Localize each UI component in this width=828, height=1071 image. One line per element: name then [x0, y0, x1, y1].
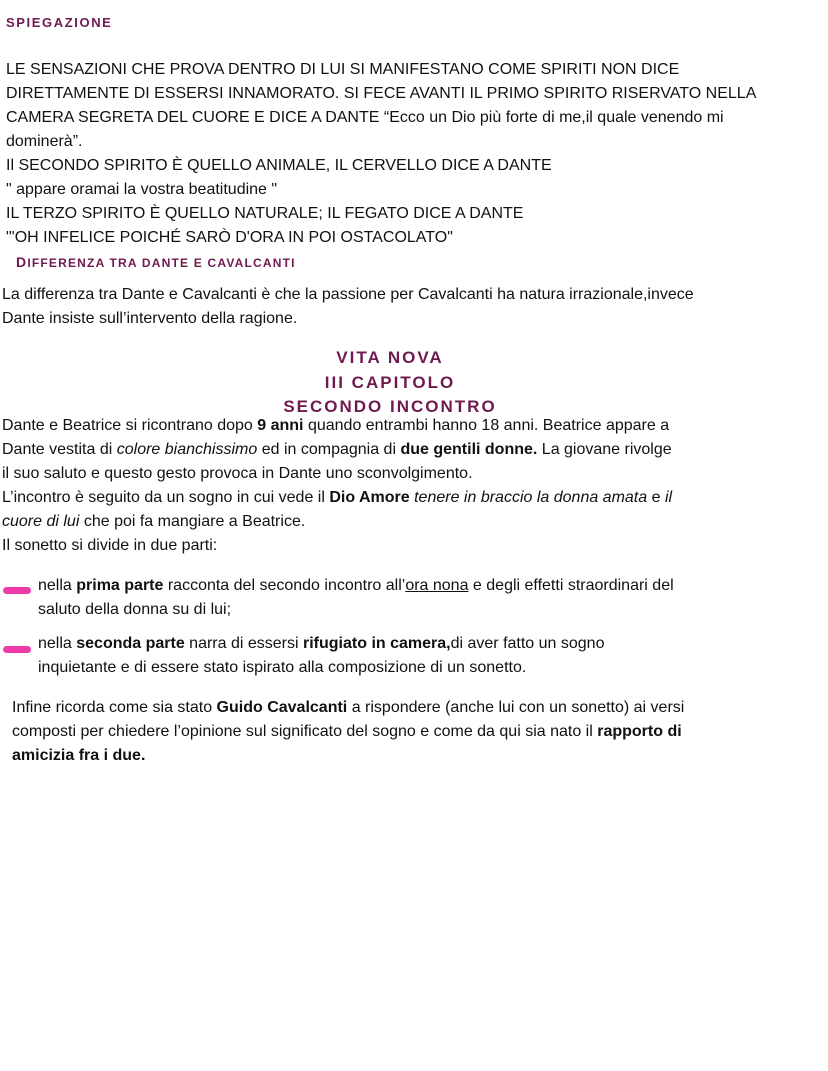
italic-text: il [664, 489, 673, 506]
bold-text: amicizia fra i due. [12, 747, 146, 764]
bullet-item [38, 632, 604, 680]
text: a rispondere (anche lui con un sonetto) ai versi [347, 699, 685, 716]
italic-text: tenere in braccio la donna amata [414, 489, 648, 506]
bullet-line [38, 574, 674, 598]
spiegazione-text [6, 58, 756, 250]
paragraph-line: Il sonetto si divide in due parti: [2, 537, 218, 554]
bold-text: Guido Cavalcanti [216, 699, 348, 716]
bold-text: 9 anni [257, 417, 304, 434]
bullet-item [38, 574, 674, 622]
spiegazione-line: IL TERZO SPIRITO È QUELLO NATURALE; IL FEGATO DICE A DANTE [6, 205, 524, 222]
paragraph-line [2, 414, 672, 438]
pink-bullet-icon [3, 646, 31, 653]
section-heading-differenza [16, 254, 296, 270]
italic-text: cuore di lui [2, 513, 80, 530]
text: narra di essersi [184, 635, 303, 652]
text: Infine ricorda come sia stato [12, 699, 217, 716]
text: La giovane rivolge [537, 441, 672, 458]
section-heading-spiegazione: SPIEGAZIONE [6, 15, 113, 30]
paragraph-line [2, 486, 672, 510]
incontro-paragraph [2, 414, 672, 558]
text: quando entrambi hanno 18 anni. Beatrice appare a [303, 417, 670, 434]
underlined-text: ora nona [405, 577, 469, 594]
bullet-line [38, 632, 604, 656]
text: racconta del secondo incontro all’ [163, 577, 406, 594]
text: Dante e Beatrice si ricontrano dopo [2, 417, 258, 434]
spiegazione-line: LE SENSAZIONI CHE PROVA DENTRO DI LUI SI MANIFESTANO COME SPIRITI NON DICE [6, 61, 680, 78]
bold-text: seconda parte [76, 635, 185, 652]
text: nella [38, 577, 77, 594]
bullet-line: inquietante e di essere stato ispirato alla composizione di un sonetto. [38, 659, 527, 676]
text: di aver fatto un sogno [450, 635, 605, 652]
spiegazione-line: "'OH INFELICE POICHÉ SARÒ D'ORA IN POI OSTACOLATO" [6, 229, 453, 246]
text: L’incontro è seguito da un sogno in cui vede il [2, 489, 330, 506]
spiegazione-line: " appare oramai la vostra beatitudine " [6, 181, 278, 198]
title-vita-nova: VITA NOVA [336, 348, 444, 367]
differenza-text [2, 283, 694, 331]
heading-initial: D [16, 254, 28, 270]
pink-bullet-icon [3, 587, 31, 594]
paragraph-line: il suo saluto e questo gesto provoca in Dante uno sconvolgimento. [2, 465, 473, 482]
finale-line [12, 744, 684, 768]
bold-text: rifugiato in camera, [303, 635, 451, 652]
bold-text: due gentili donne. [400, 441, 538, 458]
spiegazione-line: dominerà”. [6, 133, 83, 150]
differenza-line: La differenza tra Dante e Cavalcanti è che la passione per Cavalcanti ha natura irrazionale,invece [2, 286, 694, 303]
finale-line [12, 696, 684, 720]
finale-paragraph [12, 696, 684, 768]
text: nella [38, 635, 77, 652]
spiegazione-line: CAMERA SEGRETA DEL CUORE E DICE A DANTE “Ecco un Dio più forte di me,il quale venendo mi [6, 109, 724, 126]
text: e degli effetti straordinari del [468, 577, 674, 594]
bold-text: rapporto di [597, 723, 682, 740]
paragraph-line [2, 438, 672, 462]
text: che poi fa mangiare a Beatrice. [79, 513, 306, 530]
text: Dante vestita di [2, 441, 117, 458]
text: e [647, 489, 665, 506]
title-capitolo: III CAPITOLO [324, 373, 456, 392]
differenza-line: Dante insiste sull’intervento della ragione. [2, 310, 298, 327]
heading-rest: IFFERENZA TRA DANTE E CAVALCANTI [27, 256, 296, 270]
paragraph-line [2, 510, 672, 534]
title-secondo-incontro: SECONDO INCONTRO [283, 397, 497, 416]
bold-text: prima parte [76, 577, 164, 594]
finale-line [12, 720, 684, 744]
text: ed in compagnia di [257, 441, 401, 458]
bullet-line: saluto della donna su di lui; [38, 601, 232, 618]
spiegazione-line: Il SECONDO SPIRITO È QUELLO ANIMALE, IL CERVELLO DICE A DANTE [6, 157, 552, 174]
italic-text: colore bianchissimo [116, 441, 258, 458]
bold-text: Dio Amore [329, 489, 410, 506]
text: composti per chiedere l’opinione sul significato del sogno e come da qui sia nato il [12, 723, 598, 740]
spiegazione-line: DIRETTAMENTE DI ESSERSI INNAMORATO. SI FECE AVANTI IL PRIMO SPIRITO RISERVATO NELLA [6, 85, 757, 102]
